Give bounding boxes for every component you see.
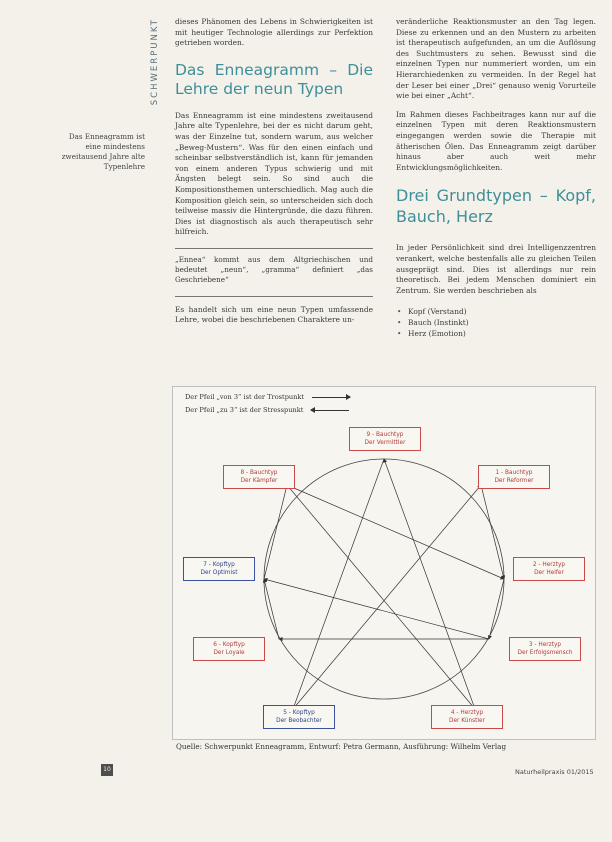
enneagram-circle bbox=[264, 459, 504, 699]
column-left bbox=[175, 17, 373, 326]
type-node-1: 1 - Bauchtyp Der Reformer bbox=[478, 465, 550, 489]
list-item: • Herz (Emotion) bbox=[406, 328, 596, 339]
enneagram-arrows bbox=[264, 459, 504, 709]
type-node-9: 9 - Bauchtyp Der Vermittler bbox=[349, 427, 421, 451]
paragraph: Im Rahmen dieses Fachbeitrages kann nur auf die einzelnen Typen mit deren Reaktionsmustern eingegangen werden sowie die Therapie mit ätherischen Ölen. Das Enneagramm zeigt darüber hinaus aber auch weit mehr Entwicklungsmöglichkeiten. bbox=[396, 109, 596, 172]
list-item: • Kopf (Verstand) bbox=[406, 306, 596, 317]
paragraph: Das Enneagramm ist eine mindestens zweitausend Jahre alte Typenlehre, bei der es nicht darum geht, was der Einzelne tut, sondern warum, aus welcher „Beweg-Mustern“. Was für den einen einfach und scheinbar selbstverständlich ist, kann für jemanden von einem anderen Typus schwierig und mit Ängsten belegt sein. So sind auch die Kompositionsthemen unterschiedlich. Mag auch die Komposition gleich sein, so unterscheiden sich doch teilweise massiv die Hintergründe, die dazu führen. Dies ist diagnostisch als auch therapeutisch sehr hilfreich. bbox=[175, 110, 373, 237]
footer-issue: Naturheilpraxis 01/2015 bbox=[515, 768, 594, 776]
section-label: SCHWERPUNKT bbox=[150, 18, 160, 106]
definition-box: „Ennea“ kommt aus dem Altgriechischen und bedeutet „neun“, „gramma“ definiert „das Geschriebene“ bbox=[175, 248, 373, 297]
section-heading-enneagramm: Das Enneagramm – Die Lehre der neun Typen bbox=[175, 60, 373, 98]
legend-trostpunkt: Der Pfeil „von 3“ ist der Trostpunkt bbox=[185, 393, 350, 401]
type-node-6: 6 - Kopftyp Der Loyale bbox=[193, 637, 265, 661]
type-node-5: 5 - Kopftyp Der Beobachter bbox=[263, 705, 335, 729]
type-node-8: 8 - Bauchtyp Der Kämpfer bbox=[223, 465, 295, 489]
paragraph: Es handelt sich um eine neun Typen umfassende Lehre, wobei die beschriebenen Charaktere un- bbox=[175, 304, 373, 325]
legend-stresspunkt: Der Pfeil „zu 3“ ist der Stresspunkt bbox=[185, 406, 349, 414]
page-number: 10 bbox=[101, 764, 113, 776]
type-node-7: 7 - Kopftyp Der Optimist bbox=[183, 557, 255, 581]
arrow-right-icon bbox=[312, 397, 350, 398]
arrow-left-icon bbox=[311, 410, 349, 411]
margin-note: Das Enneagramm ist eine mindestens zweitausend Jahre alte Typenlehre bbox=[61, 132, 145, 171]
list-item: • Bauch (Instinkt) bbox=[406, 317, 596, 328]
center-list bbox=[396, 306, 596, 339]
type-node-2: 2 - Herztyp Der Helfer bbox=[513, 557, 585, 581]
figure-source: Quelle: Schwerpunkt Enneagramm, Entwurf: Petra Germann, Ausführung: Wilhelm Verlag bbox=[176, 742, 507, 751]
section-heading-grundtypen: Drei Grundtypen – Kopf, Bauch, Herz bbox=[396, 186, 596, 227]
paragraph: veränderliche Reaktionsmuster an den Tag legen. Diese zu erkennen und an den Mustern zu arbeiten ist therapeutisch aufgefunden, an um die Auflösung des Suchtmusters zu sehen. Bewusst sind die einzelnen Typen nur nummeriert worden, um ein Hierarchiedenken zu vermeiden. In der Regel hat der Leser bei einer „Drei“ genauso wenig Vorurteile wie bei einer „Acht“. bbox=[396, 17, 596, 101]
intro-paragraph: dieses Phänomen des Lebens in Schwierigkeiten ist mit heutiger Technologie allerdings zur Perfektion getrieben worden. bbox=[175, 17, 373, 48]
paragraph: In jeder Persönlichkeit sind drei Intelligenzzentren verankert, welche bestenfalls alle zu gleichen Teilen ausgeprägt sind. Dies ist allerdings nur rein theoretisch. Bei jedem Menschen dominiert ein Zentrum. Sie werden beschrieben als bbox=[396, 243, 596, 295]
enneagram-diagram bbox=[172, 386, 596, 740]
type-node-4: 4 - Herztyp Der Künstler bbox=[431, 705, 503, 729]
column-right bbox=[396, 17, 596, 339]
type-node-3: 3 - Herztyp Der Erfolgsmensch bbox=[509, 637, 581, 661]
